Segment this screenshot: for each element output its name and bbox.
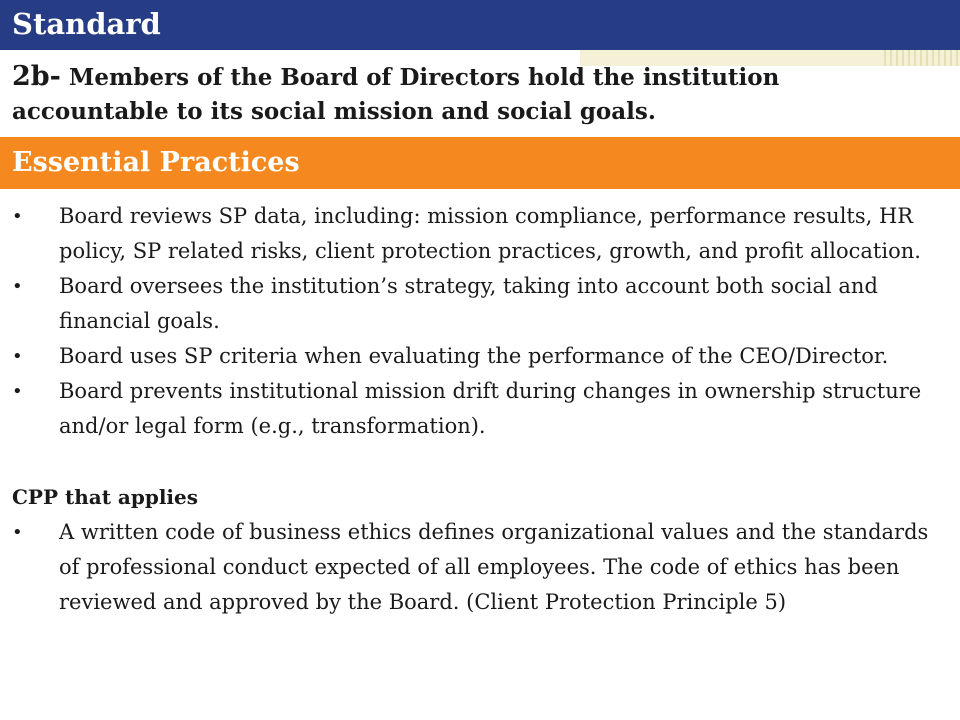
essential-practices-title: Essential Practices: [12, 147, 300, 178]
bullet-icon: •: [12, 381, 23, 402]
list-item: [0, 199, 960, 269]
bullet-icon: •: [12, 346, 23, 367]
list-item-text: Board reviews SP data, including: mission compliance, performance results, HR policy, SP related risks, client protection practices, growth, and profit allocation.: [59, 204, 921, 263]
list-item-text: Board uses SP criteria when evaluating the performance of the CEO/Director.: [59, 344, 889, 368]
standard-statement: [12, 60, 942, 129]
bullet-icon: •: [12, 206, 23, 227]
essential-practices-bar: [0, 137, 960, 189]
list-item: [0, 374, 960, 444]
content-area: [0, 199, 960, 620]
bullet-icon: •: [12, 276, 23, 297]
list-item-text: A written code of business ethics defines organizational values and the standards of professional conduct expected of all employees. The code of ethics has been reviewed and approved by the Board. (Client Protection Principle 5): [59, 520, 929, 614]
standard-description: Members of the Board of Directors hold the institution accountable to its social mission and social goals.: [12, 64, 780, 125]
list-item: [0, 515, 960, 620]
standard-title: Standard: [12, 7, 161, 41]
list-item: [0, 269, 960, 339]
list-item-text: Board prevents institutional mission drift during changes in ownership structure and/or legal form (e.g., transformation).: [59, 379, 922, 438]
standard-code: 2b-: [12, 61, 61, 92]
cpp-list: [0, 515, 960, 620]
bullet-icon: •: [12, 522, 23, 543]
essential-practices-list: [0, 199, 960, 444]
list-item-text: Board oversees the institution’s strategy, taking into account both social and financial goals.: [59, 274, 878, 333]
list-item: [0, 339, 960, 374]
standard-header-bar: [0, 0, 960, 50]
cpp-heading: CPP that applies: [12, 485, 199, 509]
